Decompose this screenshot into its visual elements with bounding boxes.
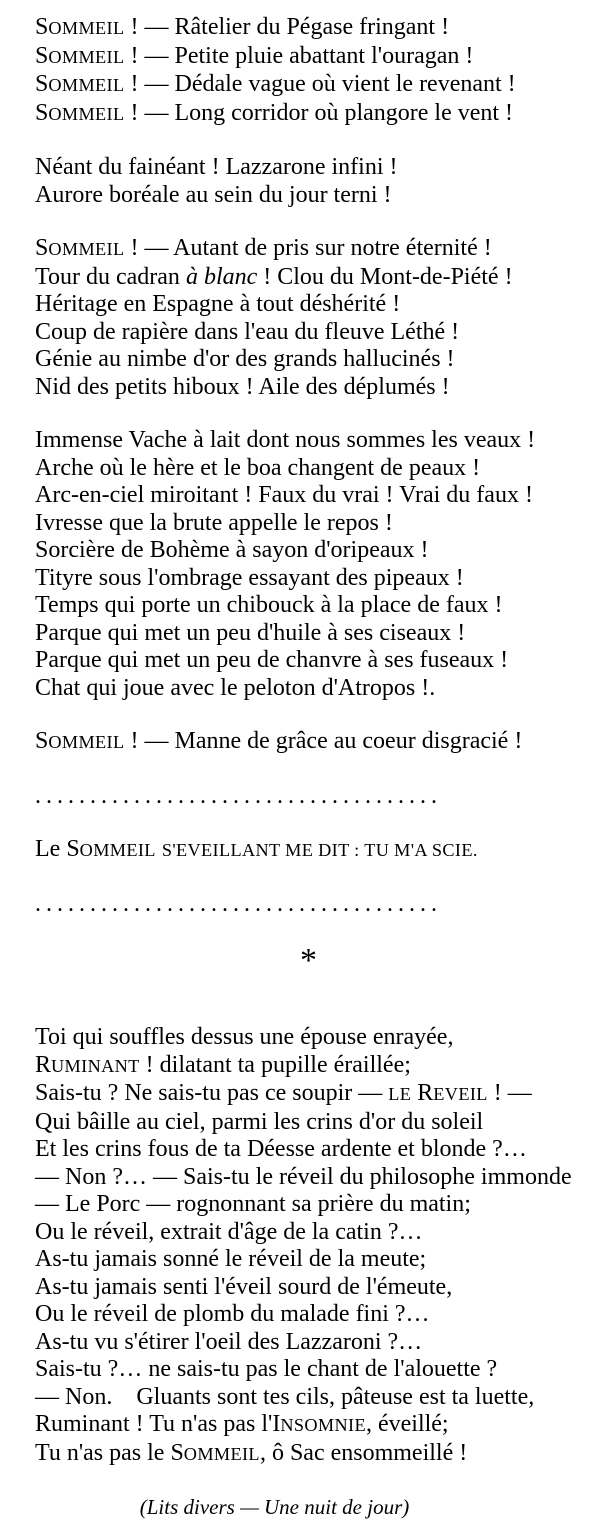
poem-line [35,1440,582,1469]
text: , ô Sac ensommeillé ! [259,1439,468,1466]
small-caps-text: OMMEIL [48,239,125,259]
poem-line [35,1080,582,1109]
text: , éveillé; [365,1411,449,1437]
stanza-sommeil-litany-1 [35,14,582,128]
text: ! — Dédale vague où vient le revenant ! [124,71,516,97]
text: Parque qui met un peu d'huile à ses ciseaux ! [35,619,466,646]
text: Tour du cadran [35,263,186,290]
small-caps-text: S'EVEILLANT ME DIT : TU M'A SCIE. [161,840,478,860]
text: Génie au nimbe d'or des grands hallucinés ! [35,346,455,372]
poem-line [35,43,582,72]
small-caps-text: OMMEIL [183,1443,260,1464]
text: Ou le réveil de plomb du malade fini ?… [35,1301,430,1327]
text: Immense Vache à lait dont nous sommes les veaux ! [35,427,536,453]
poem-line [35,482,582,510]
section-divider-dots: . . . . . . . . . . . . . . . . . . . . . . . . . . . . . . . . . . . . . [35,890,437,917]
poem-line [35,291,582,319]
poem-line [35,1411,582,1440]
poem-line [35,455,582,483]
poem-line [35,182,582,210]
text: ! — [487,1080,532,1106]
text: ! — Autant de pris sur notre éternité ! [124,235,492,261]
italic-text: à blanc [185,263,258,290]
poem-line [35,565,582,593]
text: Parque qui met un peu de chanvre à ses fuseaux ! [35,647,509,673]
text: S [35,235,49,261]
text: ! Clou du Mont-de-Piété ! [257,263,513,290]
stanza-reveil [35,1024,582,1468]
text: R [35,1051,52,1078]
text: As-tu jamais senti l'éveil sourd de l'émeute, [35,1273,453,1300]
text: Héritage en Espagne à tout déshérité ! [35,291,401,317]
small-caps-text: LE [388,1084,412,1104]
text: Qui bâille au ciel, parmi les crins d'or du soleil [35,1108,484,1135]
stanza-manne [35,728,582,757]
text: As-tu vu s'étirer l'oeil des Lazzaroni ?… [35,1328,423,1355]
text: — Non. Gluants sont tes cils, pâteuse est ta luette, [35,1383,535,1410]
small-caps-text: OMMEIL [48,75,125,95]
text: ! — Manne de grâce au coeur disgracié ! [124,728,523,754]
text: S [35,42,49,69]
text: Tu n'as pas le S [35,1439,184,1466]
poem-line [35,100,582,129]
small-caps-text: OMMEIL [48,46,125,67]
text: Arche où le hère et le boa changent de peaux ! [35,454,481,481]
text: Sais-tu ?… ne sais-tu pas le chant de l'alouette ? [35,1356,498,1382]
poem-line [35,1246,582,1274]
small-caps-text: OMMEIL [48,732,125,752]
poem-line [35,1274,582,1302]
text: S [35,99,49,126]
stanza-neant [35,154,582,209]
text: Temps qui porte un chibouck à la place de faux ! [35,592,503,618]
poem-line [35,675,582,703]
text: R [411,1080,434,1106]
small-caps-text: EVEIL [433,1084,488,1104]
text: S [35,71,49,97]
poem-line [35,1136,582,1164]
small-caps-text: OMMEIL [48,18,125,38]
text: ! — Petite pluie abattant l'ouragan ! [124,42,474,69]
text: ! dilatant ta pupille éraillée; [139,1051,411,1078]
poem-line [35,1384,582,1412]
poem-line [35,836,582,865]
poem-line [35,1329,582,1357]
text: Toi qui souffles dessus une épouse enrayée, [35,1024,454,1050]
poem-line [35,346,582,374]
poem-line [35,374,582,402]
poem-line [35,647,582,675]
text: — Non ?… — Sais-tu le réveil du philosophe immonde [35,1163,572,1190]
text: Le S [35,836,80,862]
poem-line [35,1219,582,1247]
text: Nid des petits hiboux ! Aile des déplumés ! [35,373,450,400]
text: Chat qui joue avec le peloton d'Atropos !. [35,674,436,701]
text: Coup de rapière dans l'eau du fleuve Léthé ! [35,318,460,345]
text: Arc-en-ciel miroitant ! Faux du vrai ! Vrai du faux ! [35,482,533,508]
text: Ruminant ! Tu n'as pas l'I [35,1411,281,1437]
poem-line [35,1164,582,1192]
poem-line [35,537,582,565]
small-caps-text: OMMEIL [48,103,125,124]
text: S [35,14,49,40]
text: Ou le réveil, extrait d'âge de la catin ?… [35,1218,423,1245]
text: Sais-tu ? Ne sais-tu pas ce soupir — [35,1080,389,1106]
poem-line [35,319,582,347]
poem-line [35,264,582,292]
stanza-sommeil-litany-2 [35,235,582,401]
text: Sorcière de Bohème à sayon d'oripeaux ! [35,537,429,563]
poem-line [35,1191,582,1219]
poem-line [35,510,582,538]
text: Tityre sous l'ombrage essayant des pipeaux ! [35,564,464,591]
poem-line [35,728,582,757]
poem-line [35,1024,582,1052]
text: Néant du fainéant ! Lazzarone infini ! [35,154,398,180]
poem-line [35,1109,582,1137]
poem-line [35,14,582,43]
small-caps-text: OMMEIL [79,840,156,860]
poem-line [35,1356,582,1384]
line-sommeil-eveillant [35,836,582,865]
poem-line [35,620,582,648]
poem-line [35,154,582,182]
text: — Le Porc — rognonnant sa prière du matin; [35,1191,471,1217]
section-break-asterisk: * [300,942,317,979]
poem-line [35,427,582,455]
text: S [35,728,49,754]
section-divider-dots: . . . . . . . . . . . . . . . . . . . . . . . . . . . . . . . . . . . . . [35,782,437,809]
text: Et les crins fous de ta Déesse ardente et blonde ?… [35,1136,527,1162]
poem-line [35,592,582,620]
poem-line [35,1052,582,1081]
text: As-tu jamais sonné le réveil de la meute; [35,1246,427,1272]
text: Ivresse que la brute appelle le repos ! [35,509,393,536]
text: ! — Long corridor où plangore le vent ! [124,99,514,126]
text: ! — Râtelier du Pégase fringant ! [124,14,450,40]
poem-line [35,1301,582,1329]
text: Aurore boréale au sein du jour terni ! [35,181,392,208]
poem-line [35,235,582,264]
small-caps-text: NSOMNIE [280,1415,366,1435]
stanza-vache-a-lait [35,427,582,702]
citation: (Lits divers — Une nuit de jour) [139,1495,410,1519]
small-caps-text: UMINANT [51,1055,140,1076]
poem-line [35,71,582,100]
